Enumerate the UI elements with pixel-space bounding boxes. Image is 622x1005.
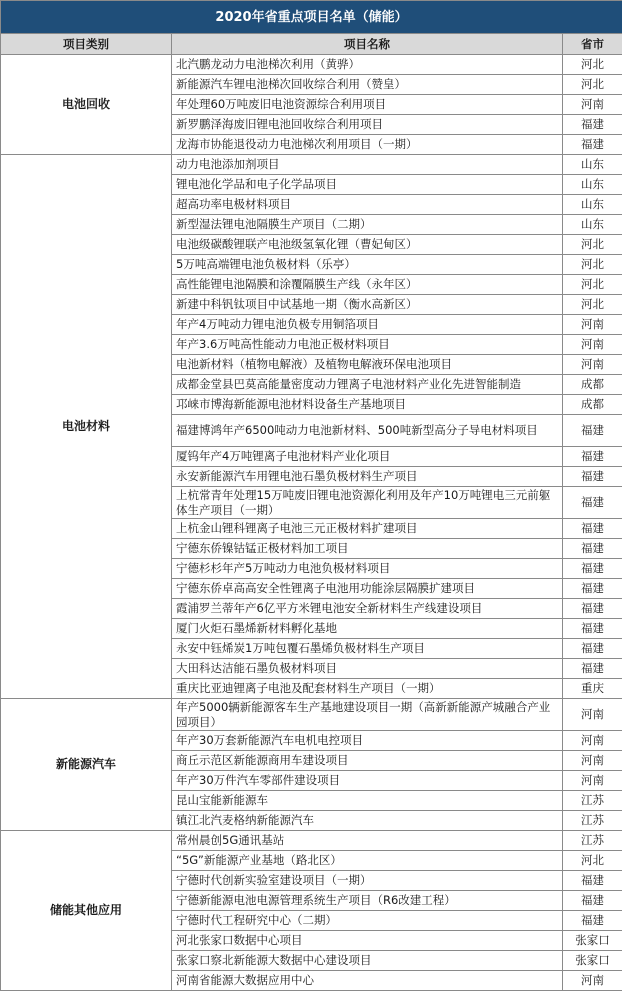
project-name-cell: 永安中钰烯炭1万吨包覆石墨烯负极材料生产项目 — [172, 639, 563, 659]
table-title: 2020年省重点项目名单（储能） — [1, 1, 622, 34]
category-cell: 电池回收 — [1, 55, 172, 155]
project-name-cell: 重庆比亚迪锂离子电池及配套材料生产项目（一期） — [172, 679, 563, 699]
province-cell: 河北 — [563, 295, 622, 315]
project-name-cell: 北汽鹏龙动力电池梯次利用（黄骅） — [172, 55, 563, 75]
province-cell: 河南 — [563, 771, 622, 791]
project-name-cell: 锂电池化学品和电子化学品项目 — [172, 175, 563, 195]
project-name-cell: 大田科达洁能石墨负极材料项目 — [172, 659, 563, 679]
project-name-cell: 宁德杉杉年产5万吨动力电池负极材料项目 — [172, 559, 563, 579]
province-cell: 重庆 — [563, 679, 622, 699]
province-cell: 福建 — [563, 911, 622, 931]
province-cell: 河南 — [563, 95, 622, 115]
project-name-cell: 河南省能源大数据应用中心 — [172, 971, 563, 991]
province-cell: 福建 — [563, 891, 622, 911]
project-name-cell: 新型湿法锂电池隔膜生产项目（二期） — [172, 215, 563, 235]
project-name-cell: 宁德东侨镍钴锰正极材料加工项目 — [172, 539, 563, 559]
province-cell: 张家口 — [563, 951, 622, 971]
project-name-cell: 张家口察北新能源大数据中心建设项目 — [172, 951, 563, 971]
project-name-cell: 河北张家口数据中心项目 — [172, 931, 563, 951]
table-row — [1, 155, 622, 175]
province-cell: 河北 — [563, 75, 622, 95]
project-name-cell: 宁德时代工程研究中心（二期） — [172, 911, 563, 931]
project-name-cell: 商丘示范区新能源商用车建设项目 — [172, 751, 563, 771]
province-cell: 河南 — [563, 731, 622, 751]
project-name-cell: 宁德时代创新实验室建设项目（一期） — [172, 871, 563, 891]
project-name-cell: 年处理60万吨废旧电池资源综合利用项目 — [172, 95, 563, 115]
category-cell: 储能其他应用 — [1, 831, 172, 991]
project-name-cell: 上杭金山锂科锂离子电池三元正极材料扩建项目 — [172, 519, 563, 539]
project-name-cell: 昆山宝能新能源车 — [172, 791, 563, 811]
province-cell: 河南 — [563, 971, 622, 991]
project-name-cell: 厦门火炬石墨烯新材料孵化基地 — [172, 619, 563, 639]
project-name-cell: 成都金堂县巴莫高能量密度动力锂离子电池材料产业化先进智能制造 — [172, 375, 563, 395]
province-cell: 河北 — [563, 851, 622, 871]
province-cell: 山东 — [563, 175, 622, 195]
province-cell: 河北 — [563, 55, 622, 75]
project-name-cell: 年产30万套新能源汽车电机电控项目 — [172, 731, 563, 751]
province-cell: 山东 — [563, 215, 622, 235]
project-name-cell: 上杭常青年处理15万吨废旧锂电池资源化利用及年产10万吨锂电三元前躯体生产项目（一期） — [172, 487, 563, 519]
province-cell: 福建 — [563, 415, 622, 447]
project-name-cell: 新能源汽车锂电池梯次回收综合利用（赞皇） — [172, 75, 563, 95]
project-name-cell: 年产3.6万吨高性能动力电池正极材料项目 — [172, 335, 563, 355]
table-body — [1, 55, 622, 991]
province-cell: 河南 — [563, 355, 622, 375]
project-name-cell: 超高功率电极材料项目 — [172, 195, 563, 215]
province-cell: 河南 — [563, 335, 622, 355]
province-cell: 福建 — [563, 639, 622, 659]
category-cell: 新能源汽车 — [1, 699, 172, 831]
project-name-cell: 龙海市协能退役动力电池梯次利用项目（一期） — [172, 135, 563, 155]
project-name-cell: 年产4万吨动力锂电池负极专用铜箔项目 — [172, 315, 563, 335]
province-cell: 福建 — [563, 467, 622, 487]
province-cell: 福建 — [563, 519, 622, 539]
project-name-cell: 永安新能源汽车用锂电池石墨负极材料生产项目 — [172, 467, 563, 487]
header-province: 省市 — [563, 34, 622, 55]
province-cell: 江苏 — [563, 831, 622, 851]
province-cell: 成都 — [563, 375, 622, 395]
province-cell: 河北 — [563, 255, 622, 275]
project-name-cell: 年产5000辆新能源客车生产基地建设项目一期（高新新能源产城融合产业园项目） — [172, 699, 563, 731]
project-name-cell: 5万吨高端锂电池负极材料（乐亭） — [172, 255, 563, 275]
province-cell: 河南 — [563, 315, 622, 335]
province-cell: 福建 — [563, 135, 622, 155]
province-cell: 福建 — [563, 619, 622, 639]
project-name-cell: 厦钨年产4万吨锂离子电池材料产业化项目 — [172, 447, 563, 467]
header-project-name: 项目名称 — [172, 34, 563, 55]
province-cell: 福建 — [563, 447, 622, 467]
project-name-cell: 福建博鸿年产6500吨动力电池新材料、500吨新型高分子导电材料项目 — [172, 415, 563, 447]
project-name-cell: 新罗鹏泽海废旧锂电池回收综合利用项目 — [172, 115, 563, 135]
province-cell: 福建 — [563, 599, 622, 619]
province-cell: 福建 — [563, 559, 622, 579]
province-cell: 江苏 — [563, 791, 622, 811]
project-name-cell: “5G”新能源产业基地（路北区） — [172, 851, 563, 871]
province-cell: 河南 — [563, 751, 622, 771]
project-name-cell: 电池新材料（植物电解液）及植物电解液环保电池项目 — [172, 355, 563, 375]
province-cell: 福建 — [563, 659, 622, 679]
project-name-cell: 新建中科钒钛项目中试基地一期（衡水高新区） — [172, 295, 563, 315]
province-cell: 河北 — [563, 275, 622, 295]
header-category: 项目类别 — [1, 34, 172, 55]
province-cell: 福建 — [563, 539, 622, 559]
province-cell: 江苏 — [563, 811, 622, 831]
table-row — [1, 55, 622, 75]
project-name-cell: 宁德东侨卓高高安全性锂离子电池用功能涂层隔膜扩建项目 — [172, 579, 563, 599]
project-name-cell: 镇江北汽麦格纳新能源汽车 — [172, 811, 563, 831]
project-name-cell: 常州晨创5G通讯基站 — [172, 831, 563, 851]
province-cell: 河南 — [563, 699, 622, 731]
province-cell: 河北 — [563, 235, 622, 255]
province-cell: 山东 — [563, 195, 622, 215]
table-row — [1, 831, 622, 851]
province-cell: 福建 — [563, 579, 622, 599]
province-cell: 山东 — [563, 155, 622, 175]
table-row — [1, 699, 622, 731]
province-cell: 张家口 — [563, 931, 622, 951]
project-name-cell: 霞浦罗兰蒂年产6亿平方米锂电池安全新材料生产线建设项目 — [172, 599, 563, 619]
province-cell: 福建 — [563, 487, 622, 519]
project-name-cell: 动力电池添加剂项目 — [172, 155, 563, 175]
project-name-cell: 年产30万件汽车零部件建设项目 — [172, 771, 563, 791]
project-name-cell: 邛崃市博海新能源电池材料设备生产基地项目 — [172, 395, 563, 415]
project-name-cell: 宁德新能源电池电源管理系统生产项目（R6改建工程） — [172, 891, 563, 911]
project-name-cell: 高性能锂电池隔膜和涂覆隔膜生产线（永年区） — [172, 275, 563, 295]
category-cell: 电池材料 — [1, 155, 172, 699]
province-cell: 成都 — [563, 395, 622, 415]
province-cell: 福建 — [563, 115, 622, 135]
province-cell: 福建 — [563, 871, 622, 891]
project-name-cell: 电池级碳酸锂联产电池级氢氧化锂（曹妃甸区） — [172, 235, 563, 255]
